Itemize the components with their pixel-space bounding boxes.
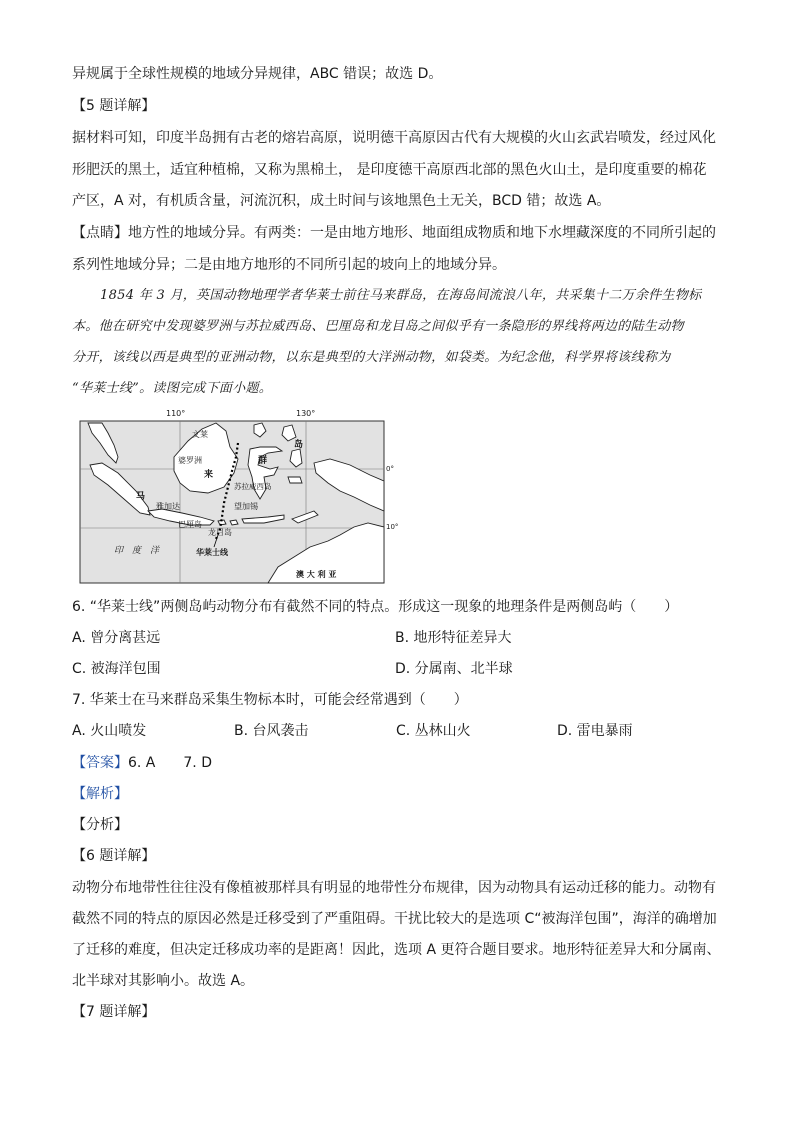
passage-line: 分开，该线以西是典型的亚洲动物，以东是典型的大洋洲动物，如袋类。为纪念他，科学界将该线称为: [72, 350, 671, 365]
tip-text: 地方性的地域分异。有两类：一是由地方地形、地面组成物质和地下水埋藏深度的不同所引起的: [128, 225, 716, 241]
text-line: 产区，A 对，有机质含量，河流沉积，成土时间与该地黑色土无关，BCD 错；故选 A。: [72, 193, 611, 209]
label-lon-130: 130°: [296, 409, 316, 418]
passage-line: “华莱士线”。读图完成下面小题。: [72, 381, 273, 396]
label-dao: 岛: [294, 440, 304, 450]
label-australia: 澳 大 利 亚: [296, 570, 337, 579]
q6-option-b: B. 地形特征差异大: [395, 630, 512, 646]
text-line: 系列性地域分异；二是由地方地形的不同所引起的坡向上的地域分异。: [72, 257, 506, 273]
analysis-label: 【解析】: [72, 786, 128, 802]
text-line: 北半球对其影响小。故选 A。: [72, 973, 255, 989]
label-wallace-line: 华莱士线: [196, 548, 228, 557]
answer-line: [72, 753, 212, 773]
fenxi-label: 【分析】: [72, 817, 128, 833]
q7-option-b: B. 台风袭击: [234, 723, 309, 739]
answer-values: 6. A 7. D: [128, 755, 212, 771]
label-brunei: 文莱: [192, 430, 208, 439]
lombok-shape: [230, 520, 238, 525]
question-6: 6. “华莱士线”两侧岛屿动物分布有截然不同的特点。形成这一现象的地理条件是两侧岛屿（ ）: [72, 599, 679, 615]
label-jakarta: 雅加达: [156, 502, 180, 511]
text-line: 据材料可知，印度半岛拥有古老的熔岩高原，说明德干高原因古代有大规模的火山玄武岩喷发，经过风化: [72, 130, 716, 146]
map-svg: [78, 407, 399, 585]
q7-option-d: D. 雷电暴雨: [557, 723, 633, 739]
label-lai: 来: [204, 470, 214, 480]
q6-option-a: A. 曾分离甚远: [72, 630, 161, 646]
passage-line: 本。他在研究中发现婆罗洲与苏拉威西岛、巴厘岛和龙目岛之间似乎有一条隐形的界线将两边的陆生动物: [72, 319, 684, 334]
label-lat-0: 0°: [386, 465, 394, 473]
answer-label: 【答案】: [72, 755, 128, 771]
section-heading-q6: 【6 题详解】: [72, 848, 156, 864]
label-lon-110: 110°: [166, 409, 186, 418]
label-lat-10: 10°: [386, 523, 399, 531]
label-makassar: 望加锡: [234, 502, 258, 511]
label-ma: 马: [136, 492, 146, 502]
text-line: 动物分布地带性往往没有像植被那样具有明显的地带性分布规律，因为动物具有运动迁移的能力。动物有: [72, 880, 716, 896]
section-heading-q7: 【7 题详解】: [72, 1004, 156, 1020]
q7-option-a: A. 火山喷发: [72, 723, 147, 739]
label-borneo: 婆罗洲: [178, 456, 202, 465]
text-line: 异规属于全球性规模的地域分异规律，ABC 错误；故选 D。: [72, 66, 443, 82]
q6-option-d: D. 分属南、北半球: [395, 661, 513, 677]
tip-paragraph: [72, 223, 716, 243]
seram-shape: [288, 477, 302, 483]
label-indian-ocean: 印 度 洋: [114, 546, 160, 556]
question-7: 7. 华莱士在马来群岛采集生物标本时，可能会经常遇到（ ）: [72, 692, 468, 708]
text-line: 了迁移的难度，但决定迁移成功率的是距离！因此，选项 A 更符合题目要求。地形特征差异大和分属南、: [72, 942, 721, 958]
text-line: 形肥沃的黑土，适宜种植棉，又称为黑棉土， 是印度德干高原西北部的黑色火山土，是印度重要的棉花: [72, 162, 707, 178]
passage-line: 1854 年 3 月，英国动物地理学者华莱士前往马来群岛，在海岛间流浪八年，共采集十二万余件生物标: [100, 288, 702, 303]
q6-option-c: C. 被海洋包围: [72, 661, 161, 677]
tip-label: 【点睛】: [72, 225, 128, 241]
text-line: 截然不同的特点的原因必然是迁移受到了严重阻碍。干扰比较大的是选项 C“被海洋包围”，海洋的确增加: [72, 911, 717, 927]
label-qun: 群: [258, 456, 268, 466]
label-lombok: 龙目岛: [208, 528, 232, 537]
label-sulawesi: 苏拉威西岛: [234, 482, 272, 491]
label-bali: 巴厘岛: [178, 520, 202, 529]
section-heading-q5: 【5 题详解】: [72, 98, 156, 114]
wallace-line-map: [78, 407, 399, 585]
q7-option-c: C. 丛林山火: [396, 723, 471, 739]
